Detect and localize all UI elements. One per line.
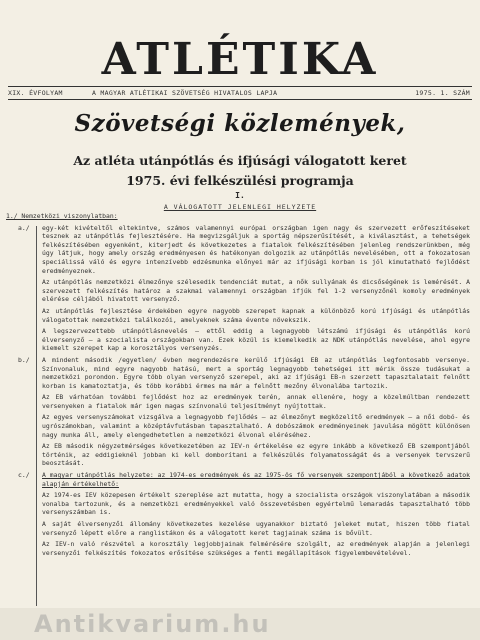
issue-number: 1975. 1. SZÁM <box>415 89 470 97</box>
paragraph-text: Az utánpótlás fejlesztése érdekében egyre nagyobb szerepet kapnak a különböző korú ifjúsági és utánpótlás válogatottak nemzetközi találkozói, amelyeknek száma évente növekszik. <box>42 306 470 324</box>
paragraph-label: c./ <box>18 471 30 480</box>
paragraph-block <box>6 307 470 324</box>
volume-label: XIX. ÉVFOLYAM <box>8 89 63 97</box>
paragraph-text: Az EB várhatóan további fejlődést hoz az eredmények terén, annak ellenére, hogy a közelmúltban rendezett versenyeken a fiatalok már igen magas színvonalú teljesítményt nyújtottak. <box>42 393 470 410</box>
paragraph-text: Az EB második négyzetmérséges következetében az IEV-n értékelése ez egyre inkább a következő EB szempontjából történik, az eddigieknél jobban ki kell domborítani a felkészülés folyamatosságát és a versenyek tervszerű beosztását. <box>42 442 470 468</box>
paragraph-block <box>6 224 470 276</box>
paragraph-text: A mindent második /egyetlen/ évben megrendezésre kerülő ifjúsági EB az utánpótlás legfontosabb versenye. Színvonaluk, mind egyre nagyobb hatású, mert a sportág legnagyobb tehetségei itt mérik össze tudásukat a nemzetközi porondon. Egyre több olyan versenyző szerepel, aki az ifjúsági EB-n szerzett tapasztalatait felnőtt korban is kamatoztatja, és több korábbi érmes ma már a felnőtt mezőny élvonalába tartozik. <box>42 355 470 390</box>
watermark-text: Antikvarium.hu <box>34 610 271 638</box>
paragraph-text: egy-két kivételtől eltekintve, számos valamennyi európai országban igen nagy és szervezett erőfeszítéseket tesznek az utánpótlás fejlesztésére. Ha megvizsgáljuk a sportág népszerűsítését, a kiválasztást, a tehetségek felkészítésében egyenként, kiterjedt és következetes a fiatalok felkészítésében jelenleg rendszerünkben, még úgy látjuk, hogy amely ország eredményesen és hatékonyan dolgozik az utánpótlás nevelésében, ott a fokozatosan speciálissá váló és egyre intenzívebb edzésmunka előnyei már az ifjúsági korban is jól kimutatható fejlődést eredményeznek. <box>42 223 470 275</box>
paragraph-text: Az IEV-n való részvétel a korosztály legjobbjainak felmérésére szolgált, az eredmények alapján a jelenlegi versenyzői felkészítés fokozatos erősítése szükséges a fenti megállapítások figyelembevételével. <box>42 540 470 557</box>
paragraph-block <box>6 356 470 390</box>
masthead-rule-top <box>8 86 472 87</box>
paragraph-block <box>6 442 470 468</box>
issue-info-bar <box>8 88 472 98</box>
paragraph-block <box>6 278 470 304</box>
paragraph-text: A magyar utánpótlás helyzete: az 1974-es eredmények és az 1975-ös fő versenyek szempontjából a következő adatok alapján értékelhető: <box>42 471 470 488</box>
masthead-title: ATLÉTIKA <box>101 34 379 85</box>
paragraph-block <box>6 327 470 353</box>
article-title-line2: 1975. évi felkészülési programja <box>126 173 354 188</box>
paragraph-text: Az 1974-es IEV közepesen értékelt szereplése azt mutatta, hogy a szocialista országok viszonylatában a második vonalba tartozunk, és a nemzetközi eredményekkel való összevetésben egyértelmű lemaradás tapasztalható több versenyszámban is. <box>42 491 470 517</box>
article-body <box>6 212 470 560</box>
article-title-line1: Az atléta utánpótlás és ifjúsági válogatott keret <box>73 153 407 168</box>
paragraph-block <box>6 393 470 410</box>
paragraph-text: Az utánpótlás nemzetközi élmezőnye szélesedik tendenciát mutat, a nők sullyának és dicsőségének is lemérését. A szervezett felkészítés határoz a szakmai valamennyi országban ifjúk fel 1-2 versenyzőnél komoly eredmények elérése céljából hivatott versenyző. <box>42 278 470 304</box>
section-label: 1./ Nemzetközi viszonylatban: <box>6 212 118 220</box>
publisher-label: A MAGYAR ATLÉTIKAI SZÖVETSÉG HIVATALOS LAPJA <box>92 89 278 97</box>
paragraph-label: b./ <box>18 355 30 364</box>
chapter-subheading: A VÁLOGATOTT JELENLEGI HELYZETE <box>163 203 317 211</box>
paragraph-block <box>6 471 470 488</box>
chapter-numeral: I. <box>235 191 245 200</box>
paragraph-block <box>6 491 470 517</box>
paragraph-block <box>6 540 470 557</box>
paragraph-text: A legszervezettebb utánpótlásnevelés — ettől eddig a legnagyobb létszámú ifjúsági és utánpótlás korú élversenyző — a szocialista országokban van. Ezek közül is kiemelkedik az NDK utánpótlás nevelése, ahol egyre kiemelt szerepet kap a korosztályos versenyzés. <box>42 327 470 353</box>
paragraph-block <box>6 520 470 537</box>
paragraph-block <box>6 413 470 439</box>
section-heading: Szövetségi közlemények, <box>74 110 406 137</box>
paragraph-label: a./ <box>18 223 30 232</box>
paragraph-text: Az egyes versenyszámokat vizsgálva a legnagyobb fejlődés — az élmezőnyt megközelítő eredmények — a női dobó- és ugrószámokban, valamint a középtávfutásban tapasztalható. A dobószámok eredményeinek javulása mögött különösen nagy munka áll, amely elengedhetetlen a nemzetközi élvonal eléréséhez. <box>42 413 470 439</box>
masthead-rule-bottom <box>8 99 472 100</box>
paragraph-text: A saját élversenyzői állomány következetes kezelése ugyanakkor biztató jeleket mutat, hiszen több fiatal versenyző lépett előre a ranglistákon és a válogatott keret tagjainak száma is bővült. <box>42 520 470 537</box>
section-label-row <box>6 212 470 221</box>
